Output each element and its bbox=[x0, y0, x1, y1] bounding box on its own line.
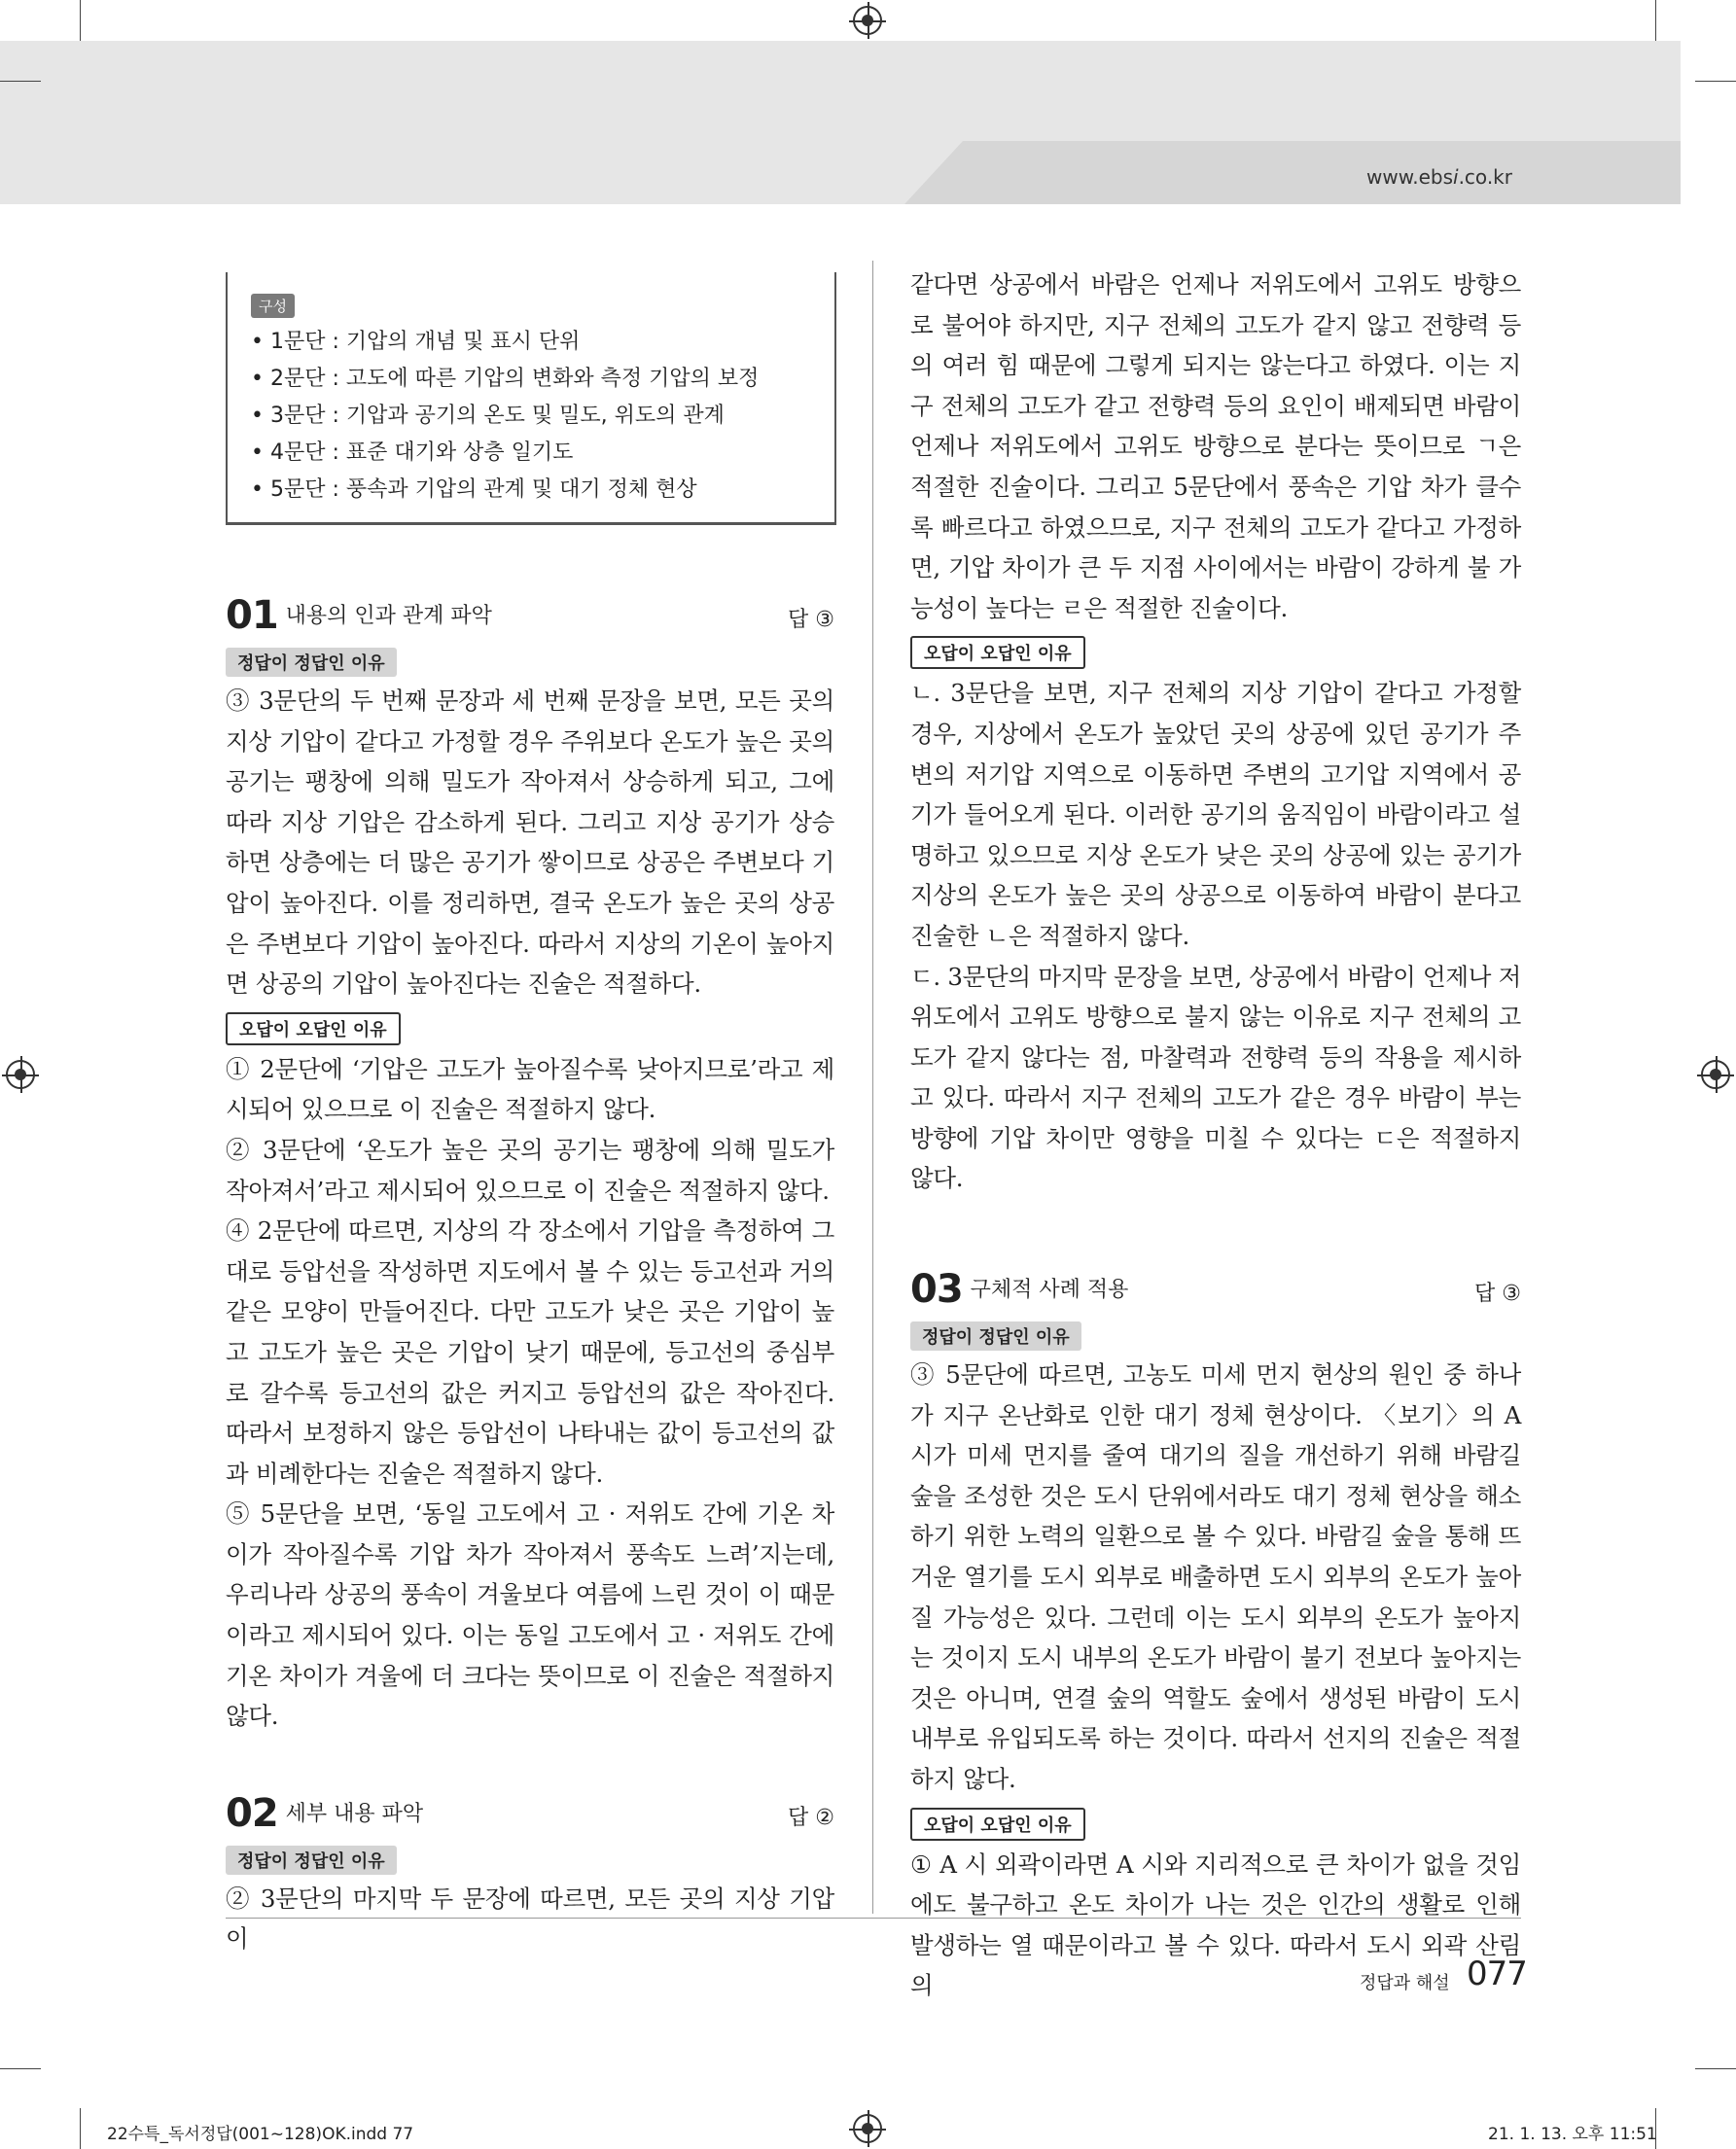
question-title: 내용의 인과 관계 파악 bbox=[285, 604, 492, 628]
crop-mark bbox=[0, 81, 41, 82]
answer-label: 답 ② bbox=[788, 1805, 834, 1830]
footer-filename: 22수특_독서정답(001~128)OK.indd 77 bbox=[107, 2125, 414, 2144]
wrong-explanation: ㄴ. 3문단을 보면, 지구 전체의 지상 기압이 같다고 가정할 경우, 지상에서 온도가 높았던 곳의 상공에 있던 공기가 주변의 저기압 지역으로 이동하면 주변의 고기압 지역에서 공기가 들어오게 된다. 이러한 공기의 움직임이 바람이라고 설명하고 있으므로 지상 온도가 낮은 곳의 상공에 있는 공기가 지상의 온도가 높은 곳의 상공으로 이동하여 바람이 분다고 진술한 ㄴ은 적절하지 않다. bbox=[910, 679, 1521, 950]
question-title: 구체적 사례 적용 bbox=[970, 1278, 1129, 1303]
footer-date: 21. 1. 13. 오후 11:51 bbox=[1488, 2125, 1657, 2144]
answer-label: 답 ③ bbox=[788, 608, 834, 632]
correct-explanation: ② 3문단의 마지막 두 문장에 따르면, 모든 곳의 지상 기압이 bbox=[226, 1884, 834, 1954]
correct-reason-tag: 정답이 정답인 이유 bbox=[226, 1846, 397, 1875]
correct-reason-tag: 정답이 정답인 이유 bbox=[226, 648, 397, 677]
crop-mark bbox=[1695, 2068, 1736, 2069]
crop-mark bbox=[80, 0, 81, 41]
right-column bbox=[910, 263, 1521, 2006]
structure-box bbox=[226, 272, 836, 525]
wrong-explanation: ① A 시 외곽이라면 A 시와 지리적으로 큰 차이가 없을 것임에도 불구하고 온도 차이가 나는 것은 인간의 생활로 인해 발생하는 열 때문이라고 볼 수 있다. 따라서 도시 외곽 산림의 bbox=[910, 1850, 1521, 2000]
correct-reason-tag: 정답이 정답인 이유 bbox=[910, 1321, 1081, 1351]
page-number: 077 bbox=[1467, 1955, 1527, 1993]
answer-label: 답 ③ bbox=[1474, 1282, 1521, 1307]
crop-mark bbox=[80, 2108, 81, 2149]
crop-mark bbox=[0, 2068, 41, 2069]
structure-item: • 1문단 : 기압의 개념 및 표시 단위 bbox=[251, 330, 581, 354]
correct-explanation: ③ 5문단에 따르면, 고농도 미세 먼지 현상의 원인 중 하나가 지구 온난화로 인한 대기 정체 현상이다. 〈보기〉의 A 시가 미세 먼지를 줄여 대기의 질을 개선하기 위해 바람길 숲을 조성한 것은 도시 단위에서라도 대기 정체 현상을 해소하기 위한 노력의 일환으로 볼 수 있다. 바람길 숲을 통해 뜨거운 열기를 도시 외부로 배출하면 도시 외부의 온도가 높아질 가능성은 있다. 그런데 이는 도시 외부의 온도가 높아지는 것이지 도시 내부의 온도가 바람이 불기 전보다 높아지는 것은 아니며, 연결 숲의 역할도 숲에서 생성된 바람이 도시 내부로 유입되도록 하는 것이다. 따라서 선지의 진술은 적절하지 않다. bbox=[910, 1360, 1521, 1793]
wrong-reason-tag: 오답이 오답인 이유 bbox=[226, 1012, 401, 1045]
structure-item: • 2문단 : 고도에 따른 기압의 변화와 측정 기압의 보정 bbox=[251, 367, 760, 391]
question-1-header bbox=[226, 593, 834, 640]
structure-tag: 구성 bbox=[251, 294, 295, 318]
registration-mark-icon bbox=[853, 6, 882, 35]
header-tab bbox=[904, 141, 1681, 204]
wrong-explanation: ⑤ 5문단을 보면, ‘동일 고도에서 고 · 저위도 간에 기온 차이가 작아질수록 기압 차가 작아져서 풍속도 느려’지는데, 우리나라 상공의 풍속이 겨울보다 여름에 느린 것이 이 때문이라고 제시되어 있다. 이는 동일 고도에서 고 · 저위도 간에 기온 차이가 겨울에 더 크다는 뜻이므로 이 진술은 적절하지 않다. bbox=[226, 1499, 834, 1731]
wrong-explanation: ㄷ. 3문단의 마지막 문장을 보면, 상공에서 바람이 언제나 저위도에서 고위도 방향으로 불지 않는 이유로 지구 전체의 고도가 같지 않다는 점, 마찰력과 전향력 등의 작용을 제시하고 있다. 따라서 지구 전체의 고도가 같은 경우 바람이 부는 방향에 기압 차이만 영향을 미칠 수 있다는 ㄷ은 적절하지 않다. bbox=[910, 962, 1521, 1193]
crop-mark bbox=[1695, 81, 1736, 82]
question-number: 01 bbox=[226, 593, 278, 638]
crop-mark bbox=[1655, 0, 1656, 41]
question-number: 03 bbox=[910, 1267, 963, 1313]
column-divider bbox=[872, 261, 873, 1914]
wrong-explanation: ② 3문단에 ‘온도가 높은 곳의 공기는 팽창에 의해 밀도가 작아져서’라고 제시되어 있으므로 이 진술은 적절하지 않다. bbox=[226, 1135, 834, 1205]
question-3-header bbox=[910, 1267, 1521, 1314]
question-title: 세부 내용 파악 bbox=[285, 1801, 424, 1826]
question-number: 02 bbox=[226, 1790, 278, 1836]
registration-mark-icon bbox=[853, 2114, 882, 2143]
wrong-reason-tag: 오답이 오답인 이유 bbox=[910, 1808, 1085, 1841]
wrong-explanation: ④ 2문단에 따르면, 지상의 각 장소에서 기압을 측정하여 그대로 등압선을 작성하면 지도에서 볼 수 있는 등고선과 거의 같은 모양이 만들어진다. 다만 고도가 낮은 곳은 기압이 높고 고도가 높은 곳은 기압이 낮기 때문에, 등고선의 중심부로 갈수록 등고선의 값은 커지고 등압선의 값은 작아진다. 따라서 보정하지 않은 등압선이 나타내는 값이 등고선의 값과 비례한다는 진술은 적절하지 않다. bbox=[226, 1216, 834, 1488]
correct-explanation-continued: 같다면 상공에서 바람은 언제나 저위도에서 고위도 방향으로 불어야 하지만, 지구 전체의 고도가 같지 않고 전향력 등의 여러 힘 때문에 그렇게 되지는 않는다고 하였다. 이는 지구 전체의 고도가 같고 전향력 등의 요인이 배제되면 바람이 언제나 저위도에서 고위도 방향으로 분다는 뜻이므로 ㄱ은 적절한 진술이다. 그리고 5문단에서 풍속은 기압 차가 클수록 빠르다고 하였으므로, 지구 전체의 고도가 같다고 가정하면, 기압 차이가 큰 두 지점 사이에서는 바람이 강하게 불 가능성이 높다는 ㄹ은 적절한 진술이다. bbox=[910, 270, 1521, 622]
structure-item: • 5문단 : 풍속과 기압의 관계 및 대기 정체 현상 bbox=[251, 477, 697, 502]
question-2-header bbox=[226, 1791, 834, 1838]
registration-mark-icon bbox=[6, 1060, 35, 1089]
correct-explanation: ③ 3문단의 두 번째 문장과 세 번째 문장을 보면, 모든 곳의 지상 기압이 같다고 가정할 경우 주위보다 온도가 높은 곳의 공기는 팽창에 의해 밀도가 작아져서 상승하게 되고, 그에 따라 지상 기압은 감소하게 된다. 그리고 지상 공기가 상승하면 상층에는 더 많은 공기가 쌓이므로 상공은 주변보다 기압이 높아진다. 이를 정리하면, 결국 온도가 높은 곳의 상공은 주변보다 기압이 높아진다. 따라서 지상의 기온이 높아지면 상공의 기압이 높아진다는 진술은 적절하다. bbox=[226, 687, 834, 999]
structure-item: • 3문단 : 기압과 공기의 온도 및 밀도, 위도의 관계 bbox=[251, 404, 725, 428]
wrong-reason-tag: 오답이 오답인 이유 bbox=[910, 636, 1085, 669]
site-url: www.ebsi.co.kr bbox=[1366, 165, 1512, 189]
structure-item: • 4문단 : 표준 대기와 상층 일기도 bbox=[251, 440, 574, 465]
left-column bbox=[226, 263, 834, 1959]
page-label: 정답과 해설 bbox=[1360, 1973, 1450, 1993]
wrong-explanation: ① 2문단에 ‘기압은 고도가 높아질수록 낮아지므로’라고 제시되어 있으므로 이 진술은 적절하지 않다. bbox=[226, 1054, 834, 1124]
registration-mark-icon bbox=[1701, 1060, 1730, 1089]
